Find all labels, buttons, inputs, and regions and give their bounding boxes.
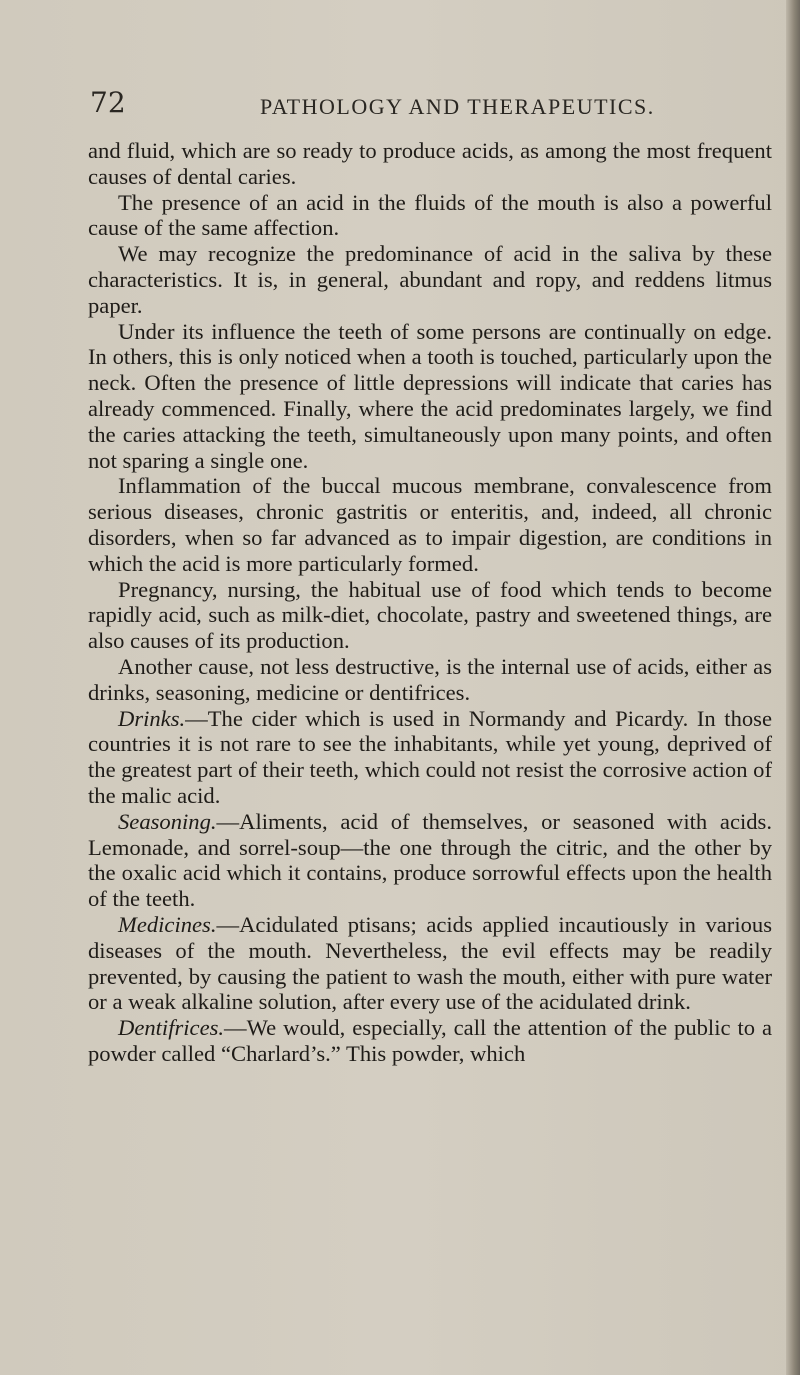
paragraph-text: The presence of an acid in the fluids of the mouth is also a powerful cause of the same affection.: [88, 189, 772, 241]
paragraph-text: Inflammation of the buccal mucous membrane, convalescence from serious diseases, chronic gastritis or enteritis, and, indeed, all chronic disorders, when so far advanced as to impair digestion, are conditions in which the acid is more particularly formed.: [88, 473, 772, 576]
section-lead: Medicines.: [118, 911, 217, 937]
body-text: [88, 138, 772, 1067]
paragraph-text: Pregnancy, nursing, the habitual use of food which tends to become rapidly acid, such as milk-diet, chocolate, pastry and sweetened things, are also causes of its production.: [88, 576, 772, 654]
paragraph-text: —We would, especially, call the attention of the public to a powder called “Charlard’s.” This powder, which: [88, 1015, 772, 1066]
paragraph-text: Another cause, not less destructive, is the internal use of acids, either as drinks, seasoning, medicine or dentifrices.: [88, 653, 772, 705]
running-head: [90, 86, 770, 124]
paragraph: [88, 190, 772, 242]
paragraph: [88, 912, 772, 1015]
section-lead: Drinks.: [118, 705, 186, 731]
page-number: 72: [90, 86, 126, 119]
paragraph-text: —Aliments, acid of themselves, or seasoned with acids. Lemonade, and sorrel-soup—the one through the citric, and the other by the oxalic acid which it contains, produce sorrowful effects upon the health of the teeth.: [88, 808, 772, 912]
section-lead: Dentifrices.: [118, 1015, 225, 1041]
paragraph: [88, 654, 772, 706]
paragraph-text: and fluid, which are so ready to produce acids, as among the most frequent causes of dental caries.: [88, 138, 772, 189]
paragraph: [88, 577, 772, 654]
paragraph: [88, 138, 772, 190]
paragraph-text: Under its influence the teeth of some persons are continually on edge. In others, this is only noticed when a tooth is touched, particularly upon the neck. Often the presence of little depressions will indicate that caries has already commenced. Finally, where the acid predominates largely, we find the caries attacking the teeth, simultaneously upon many points, and often not sparing a single one.: [88, 318, 772, 473]
paragraph: [88, 241, 772, 318]
running-title: PATHOLOGY AND THERAPEUTICS.: [260, 94, 655, 119]
paragraph: [88, 706, 772, 809]
paragraph-text: —Acidulated ptisans; acids applied incautiously in various diseases of the mouth. Nevertheless, the evil effects may be readily prevented, by causing the patient to wash the mouth, either with pure water or a weak alkaline solution, after every use of the acidulated drink.: [88, 911, 772, 1015]
page-edge-shadow: [786, 0, 800, 1375]
paragraph-text: —The cider which is used in Normandy and Picardy. In those countries it is not rare to see the inhabitants, while yet young, deprived of the greatest part of their teeth, which could not resist the corrosive action of the malic acid.: [88, 705, 772, 808]
paragraph: [88, 1015, 772, 1067]
section-lead: Seasoning.: [118, 808, 217, 834]
paragraph: [88, 809, 772, 912]
paragraph-text: We may recognize the predominance of acid in the saliva by these characteristics. It is, in general, abundant and ropy, and reddens litmus paper.: [88, 241, 772, 318]
paragraph: [88, 473, 772, 576]
paragraph: [88, 319, 772, 474]
